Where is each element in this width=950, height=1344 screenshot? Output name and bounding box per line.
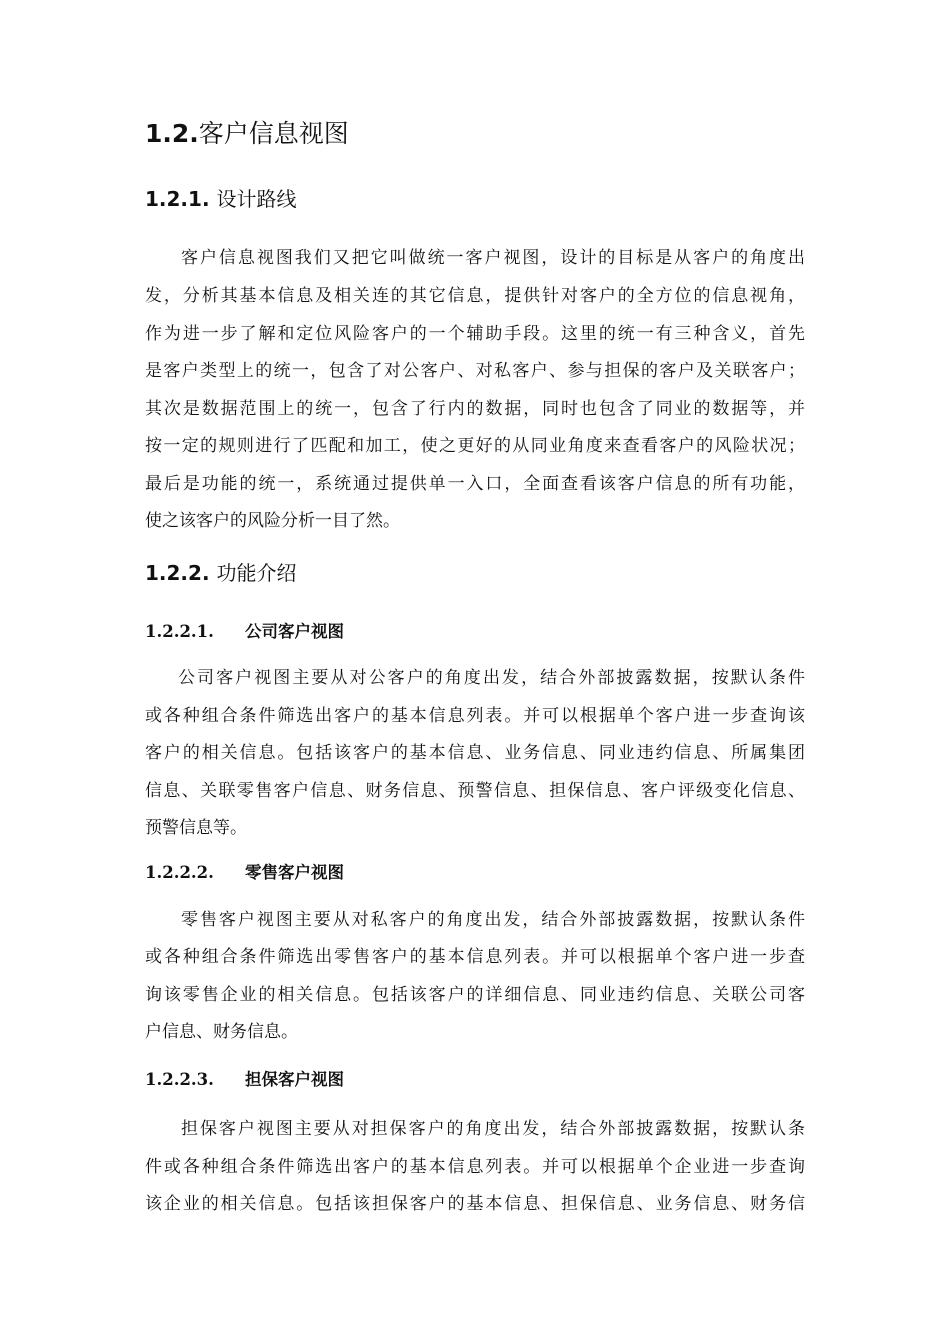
paragraph-line: 客户的相关信息。包括该客户的基本信息、业务信息、同业违约信息、所属集团	[145, 743, 805, 763]
paragraph-line: 是客户类型上的统一，包含了对公客户、对私客户、参与担保的客户及关联客户；	[145, 361, 805, 381]
paragraph-line: 户信息、财务信息。	[145, 1022, 298, 1042]
item-heading-corporate	[145, 619, 344, 645]
subsection-number: 1.2.1.	[145, 187, 210, 211]
section-number: 1.2.	[145, 119, 199, 148]
subsection-title: 功能介绍	[216, 561, 297, 585]
paragraph-line: 公司客户视图主要从对公客户的角度出发，结合外部披露数据，按默认条件	[178, 668, 805, 688]
item-title: 零售客户视图	[245, 863, 344, 882]
paragraph-line: 使之该客户的风险分析一目了然。	[145, 511, 400, 531]
subsection-heading-design	[145, 184, 297, 214]
paragraph-line: 客户信息视图我们又把它叫做统一客户视图，设计的目标是从客户的角度出	[181, 248, 805, 268]
paragraph-line: 其次是数据范围上的统一，包含了行内的数据，同时也包含了同业的数据等，并	[145, 399, 805, 419]
paragraph-line: 信息、关联零售客户信息、财务信息、预警信息、担保信息、客户评级变化信息、	[145, 781, 805, 801]
paragraph-line: 担保客户视图主要从对担保客户的角度出发，结合外部披露数据，按默认条	[181, 1119, 805, 1139]
item-title: 担保客户视图	[245, 1070, 344, 1089]
paragraph-line: 该企业的相关信息。包括该担保客户的基本信息、担保信息、业务信息、财务信	[145, 1194, 805, 1214]
item-number: 1.2.2.3.	[145, 1070, 214, 1089]
item-heading-guarantee	[145, 1067, 344, 1093]
paragraph-line: 件或各种组合条件筛选出客户的基本信息列表。并可以根据单个企业进一步查询	[145, 1157, 805, 1177]
paragraph-line: 发，分析其基本信息及相关连的其它信息，提供针对客户的全方位的信息视角，	[145, 286, 805, 306]
subsection-number: 1.2.2.	[145, 561, 210, 585]
paragraph-line: 或各种组合条件筛选出零售客户的基本信息列表。并可以根据单个客户进一步查	[145, 947, 805, 967]
paragraph-line: 或各种组合条件筛选出客户的基本信息列表。并可以根据单个客户进一步查询该	[145, 706, 805, 726]
section-title: 客户信息视图	[198, 119, 349, 148]
item-heading-retail	[145, 860, 344, 886]
paragraph-line: 按一定的规则进行了匹配和加工，使之更好的从同业角度来查看客户的风险状况；	[145, 436, 805, 456]
paragraph-line: 询该零售企业的相关信息。包括该客户的详细信息、同业违约信息、关联公司客	[145, 985, 805, 1005]
section-heading	[145, 114, 349, 154]
item-number: 1.2.2.2.	[145, 863, 214, 882]
paragraph-line: 预警信息等。	[145, 818, 247, 838]
item-title: 公司客户视图	[245, 622, 344, 641]
paragraph-line: 最后是功能的统一，系统通过提供单一入口，全面查看该客户信息的所有功能，	[145, 474, 805, 494]
subsection-heading-features	[145, 558, 297, 588]
paragraph-line: 作为进一步了解和定位风险客户的一个辅助手段。这里的统一有三种含义，首先	[145, 324, 805, 344]
subsection-title: 设计路线	[216, 187, 297, 211]
paragraph-line: 零售客户视图主要从对私客户的角度出发，结合外部披露数据，按默认条件	[181, 910, 805, 930]
item-number: 1.2.2.1.	[145, 622, 214, 641]
